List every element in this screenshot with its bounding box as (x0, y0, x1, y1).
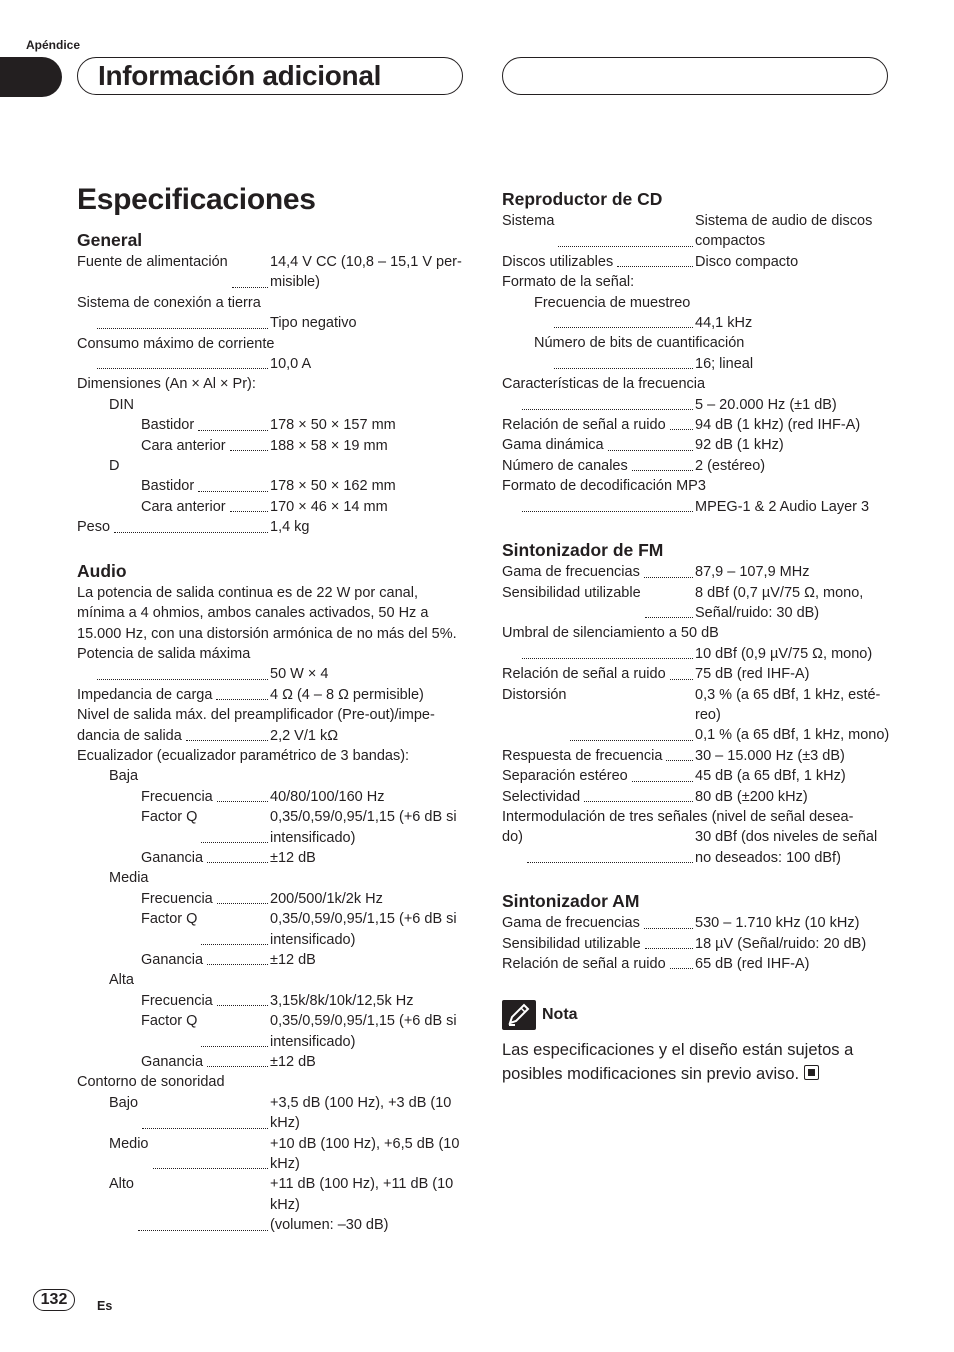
pencil-note-icon (502, 1000, 536, 1030)
section-label: Apéndice (26, 38, 81, 52)
audio-heading: Audio (77, 560, 127, 581)
spec-row: Frecuencia 40/80/100/160 Hz (141, 788, 385, 805)
spec-row: Bajo +3,5 dB (100 Hz), +3 dB (10 kHz) (109, 1094, 452, 1132)
spec-label: Umbral de silenciamiento a 50 dB (502, 625, 719, 642)
spec-row: Factor Q 0,35/0,59/0,95/1,15 (+6 dB si intensificado) (141, 1013, 457, 1050)
spec-row: Factor Q 0,35/0,59/0,95/1,15 (+6 dB si intensificado) (141, 809, 457, 846)
spec-row: Separación estéreo 45 dB (a 65 dBf, 1 kHz) (502, 768, 846, 785)
spec-row: Cara anterior 188 × 58 × 19 mm (141, 437, 388, 454)
spec-row: Relación de señal a ruido 75 dB (red IHF-A) (502, 666, 810, 683)
spec-row: Relación de señal a ruido 94 dB (1 kHz) (red IHF-A) (502, 417, 861, 434)
spec-row: Frecuencia 3,15k/8k/10k/12,5k Hz (141, 992, 414, 1009)
spec-sublabel: Media (109, 870, 149, 887)
spec-label: Contorno de sonoridad (77, 1074, 225, 1091)
spec-sublabel: Frecuencia de muestreo (534, 294, 691, 311)
spec-row: Distorsión 0,3 % (a 65 dBf, 1 kHz, estéreo) 0,1 % (a 65 dBf, 1 kHz, mono) (502, 686, 890, 744)
spec-label: Formato de decodificación MP3 (502, 478, 706, 495)
spec-label: Dimensiones (An × Al × Pr): (77, 376, 256, 393)
spec-row: Factor Q 0,35/0,59/0,95/1,15 (+6 dB si intensificado) (141, 911, 457, 948)
spec-row: Medio +10 dB (100 Hz), +6,5 dB (10 kHz) (109, 1135, 460, 1173)
spec-sublabel: Alta (109, 972, 134, 989)
spec-label: Ecualizador (ecualizador paramétrico de 3 bandas): (77, 747, 410, 764)
end-of-section-icon (804, 1065, 819, 1080)
language-code: Es (97, 1299, 113, 1313)
cd-heading: Reproductor de CD (502, 189, 663, 209)
spec-row: Relación de señal a ruido 65 dB (red IHF-A) (502, 956, 810, 972)
spec-sublabel: D (109, 458, 120, 475)
spec-row: 44,1 kHz (502, 313, 892, 333)
spec-row: Selectividad 80 dB (±200 kHz) (502, 788, 808, 805)
spec-row: Ganancia ±12 dB (141, 849, 316, 866)
spec-label: Intermodulación de tres señales (nivel de señal desea- (502, 808, 854, 825)
spec-row: 50 W × 4 (77, 664, 467, 684)
am-heading: Sintonizador AM (502, 891, 640, 912)
spec-row: Número de canales 2 (estéreo) (502, 457, 766, 474)
spec-row: Frecuencia 200/500/1k/2k Hz (141, 890, 383, 907)
chapter-tab-marker (0, 57, 62, 97)
fm-heading: Sintonizador de FM (502, 540, 664, 561)
audio-intro: La potencia de salida continua es de 22 W por canal, mínima a 4 ohmios, ambos canales activados, 50 Hz a 15.000 Hz, con una distorsión armónica de no más del 5%. (77, 584, 457, 642)
spec-label: Características de la frecuencia (502, 376, 706, 393)
spec-row: do) 30 dBf (dos niveles de señal no deseados: 100 dBf) (502, 829, 878, 866)
page-number: 132 (33, 1289, 75, 1311)
spec-sublabel: Número de bits de cuantificación (534, 335, 745, 352)
spec-row: Gama dinámica 92 dB (1 kHz) (502, 437, 784, 454)
spec-label: Consumo máximo de corriente (77, 335, 275, 352)
spec-row: dancia de salida 2,2 V/1 kΩ (77, 727, 339, 744)
empty-title-box (502, 57, 888, 95)
spec-row: Cara anterior 170 × 46 × 14 mm (141, 498, 388, 515)
spec-row: 5 – 20.000 Hz (±1 dB) (502, 395, 892, 415)
spec-row: Bastidor 178 × 50 × 157 mm (141, 417, 396, 434)
page-title: Especificaciones (77, 183, 316, 216)
note-header (502, 1000, 892, 1030)
note-body: Las especificaciones y el diseño están sujetos a posibles modificaciones sin previo aviso. (502, 1041, 854, 1084)
spec-row: Discos utilizables Disco compacto (502, 253, 799, 270)
note-label: Nota (542, 1006, 578, 1024)
spec-row: 16; lineal (502, 354, 892, 374)
chapter-title-box (77, 57, 463, 95)
spec-row: Peso 1,4 kg (77, 519, 310, 536)
spec-label: Formato de la señal: (502, 274, 635, 291)
spec-row: Alto +11 dB (100 Hz), +11 dB (10 kHz) (volumen: –30 dB) (109, 1176, 454, 1234)
spec-row: Ganancia ±12 dB (141, 1054, 316, 1071)
spec-label: Sistema de conexión a tierra (77, 294, 261, 311)
spec-row: Sensibilidad utilizable 8 dBf (0,7 µV/75 Ω, mono, Señal/ruido: 30 dB) (502, 584, 864, 621)
spec-row: Respuesta de frecuencia 30 – 15.000 Hz (±3 dB) (502, 747, 845, 764)
spec-row: Fuente de alimentación 14,4 V CC (10,8 – 15,1 V permisible) (77, 254, 462, 291)
spec-label: Potencia de salida máxima (77, 645, 251, 662)
chapter-title: Información adicional (98, 60, 382, 91)
spec-row: Sensibilidad utilizable 18 µV (Señal/ruido: 20 dB) (502, 935, 867, 952)
spec-row: Ganancia ±12 dB (141, 952, 316, 968)
left-column (77, 229, 467, 1236)
spec-row: Gama de frecuencias 87,9 – 107,9 MHz (502, 564, 810, 581)
spec-sublabel: Baja (109, 768, 139, 785)
spec-row: Sistema Sistema de audio de discos compactos (502, 213, 873, 250)
spec-row: Tipo negativo (77, 313, 467, 333)
spec-row: 10 dBf (0,9 µV/75 Ω, mono) (502, 644, 892, 664)
spec-row: Bastidor 178 × 50 × 162 mm (141, 478, 396, 495)
general-heading: General (77, 230, 143, 250)
right-column (502, 188, 892, 1086)
spec-row: 10,0 A (77, 354, 467, 374)
spec-row: Impedancia de carga 4 Ω (4 – 8 Ω permisible) (77, 686, 424, 703)
spec-label: Nivel de salida máx. del preamplificador (Pre-out)/impe- (77, 707, 435, 724)
spec-row: MPEG-1 & 2 Audio Layer 3 (502, 497, 892, 517)
spec-sublabel: DIN (109, 396, 134, 413)
spec-row: Gama de frecuencias 530 – 1.710 kHz (10 kHz) (502, 915, 860, 932)
